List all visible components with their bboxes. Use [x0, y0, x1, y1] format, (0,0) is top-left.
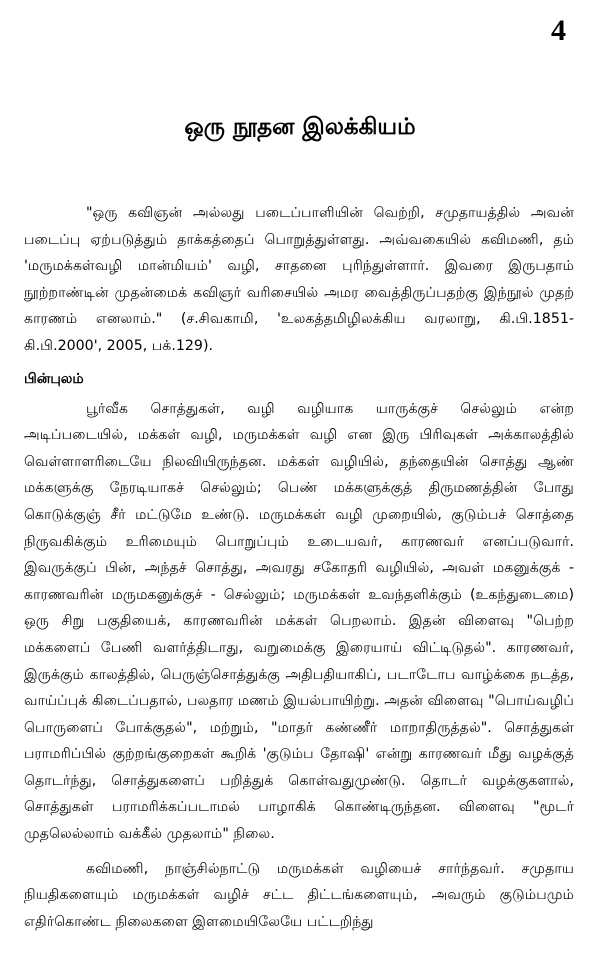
- section-heading: பின்புலம்: [24, 370, 84, 387]
- body-paragraph: பூர்வீக சொத்துகள், வழி வழியாக யாருக்குச் செல்லும் என்ற அடிப்படையில், மக்கள் வழி, மருமக்கள் வழி என இரு பிரிவுகள் அக்காலத்தில் வெள்ளாளரிடையே நிலவியிருந்தன. மக்கள் வழியில், தந்தையின் சொத்து ஆண் மக்களுக்கு நேரடியாகச் செல்லும்; பெண் மக்களுக்குத் திருமணத்தின் போது கொடுக்குஞ் சீர் மட்டுமே உண்டு. மருமக்கள் வழி முறையில், குடும்பச் சொத்தை நிருவகிக்கும் உரிமையும் பொறுப்பும் உடையவர், காரணவர் எனப்படுவார். இவருக்குப் பின், அந்தச் சொத்து, அவரது சகோதரி வழியில், அவள் மகனுக்குக் - காரணவரின் மருமகனுக்குச் - செல்லும்; மருமக்கள் உவந்தளிக்கும் (உகந்துடைமை) ஒரு சிறு பகுதியைக், காரணவரின் மக்கள் பெறலாம். இதன் விளைவு "பெற்ற மக்களைப் பேணி வளர்த்திடாது, வறுமைக்கு இரையாய் விட்டிடுதல்". காரணவர், இருக்கும் காலத்தில், பெருஞ்சொத்துக்கு அதிபதியாகிப், படாடோப வாழ்க்கை நடத்த, வாய்ப்புக் கிடைப்பதால், பலதார மணம் இயல்பாயிற்று. அதன் விளைவு "பொய்வழிப் பொருளைப் போக்குதல்", மற்றும், "மாதர் கண்ணீர் மாறாதிருத்தல்". சொத்துகள் பராமரிப்பில் குற்றங்குறைகள் கூறிக் 'குடும்ப தோஷி' என்று காரணவர் மீது வழக்குத் தொடர்ந்து, சொத்துகளைப் பறித்துக் கொள்வதுமுண்டு. தொடர் வழக்குகளால், சொத்துகள் பராமரிக்கப்படாமல் பாழாகிக் கொண்டிருந்தன. விளைவு "மூடர் முதலெல்லாம் வக்கீல் முதலாம்" நிலை.: [24, 400, 574, 843]
- page-body: [24, 200, 574, 935]
- page-number: 4: [551, 14, 566, 47]
- intro-paragraph: "ஒரு கவிஞன் அல்லது படைப்பாளியின் வெற்றி, சமுதாயத்தில் அவன் படைப்பு ஏற்படுத்தும் தாக்கத்தைப் பொறுத்துள்ளது. அவ்வகையில் கவிமணி, தம் 'மருமக்கள்வழி மான்மியம்' வழி, சாதனை புரிந்துள்ளார். இவரை இருபதாம் நூற்றாண்டின் முதன்மைக் கவிஞர் வரிசையில் அமர வைத்திருப்பதற்கு இந்நூல் முதற் காரணம் எனலாம்." (ச.சிவகாமி, 'உலகத்தமிழிலக்கிய வரலாறு, கி.பி.1851- கி.பி.2000', 2005, பக்.129).: [24, 205, 575, 354]
- body-paragraph: கவிமணி, நாஞ்சில்நாட்டு மருமக்கள் வழியைச் சார்ந்தவர். சமுதாய நியதிகளையும் மருமக்கள் வழிச் சட்ட திட்டங்களையும், அவரும் குடும்பமும் எதிர்கொண்ட நிலைகளை இளமையிலேயே பட்டறிந்து: [24, 860, 574, 930]
- page-title: ஒரு நூதன இலக்கியம்: [184, 114, 416, 140]
